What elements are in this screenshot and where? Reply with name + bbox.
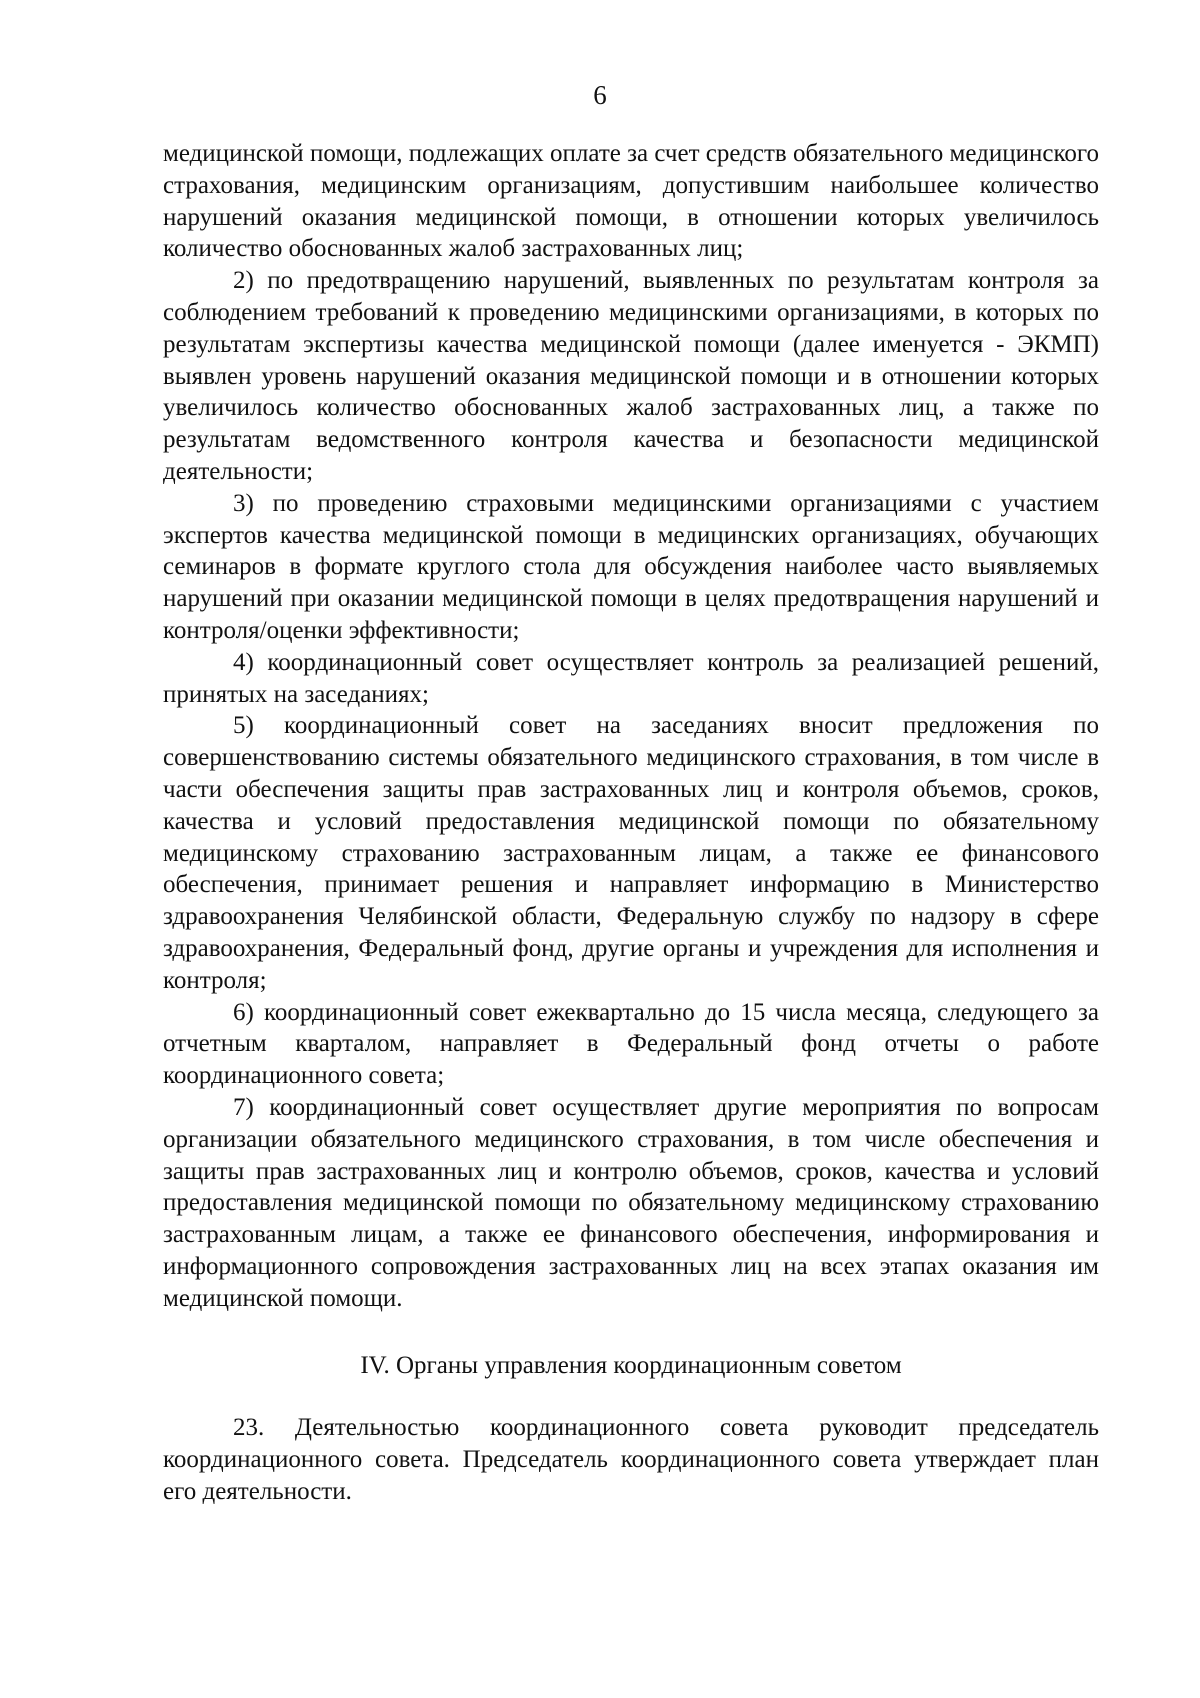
paragraph-item-2: 2) по предотвращению нарушений, выявленных по результатам контроля за соблюдением требований к проведению медицинскими организациями, в которых по результатам экспертизы качества медицинской помощи (далее именуется - ЭКМП) выявлен уровень нарушений оказания медицинской помощи и в отношении которых увеличилось количество обоснованных жалоб застрахованных лиц, а также по результатам ведомственного контроля качества и безопасности медицинской деятельности; (163, 267, 1099, 485)
document-body (163, 138, 1099, 1508)
page-number: 6 (593, 80, 607, 110)
paragraph-item-6: 6) координационный совет ежеквартально до 15 числа месяца, следующего за отчетным кварталом, направляет в Федеральный фонд отчеты о работе координационного совета; (163, 998, 1099, 1090)
paragraph-item-3: 3) по проведению страховыми медицинскими организациями с участием экспертов качества медицинской помощи в медицинских организациях, обучающих семинаров в формате круглого стола для обсуждения наиболее часто выявляемых нарушений при оказании медицинской помощи в целях предотвращения нарушений и контроля/оценки эффективности; (163, 489, 1099, 644)
paragraph-item-4: 4) координационный совет осуществляет контроль за реализацией решений, принятых на заседаниях; (163, 648, 1099, 708)
paragraph-continuation: медицинской помощи, подлежащих оплате за счет средств обязательного медицинского страхования, медицинским организациям, допустившим наибольшее количество нарушений оказания медицинской помощи, в отношении которых увеличилось количество обоснованных жалоб застрахованных лиц; (163, 140, 1099, 263)
paragraph-23: 23. Деятельностью координационного совета руководит председатель координационного совета. Председатель координационного совета утверждает план его деятельности. (163, 1414, 1099, 1506)
paragraph-item-7: 7) координационный совет осуществляет другие мероприятия по вопросам организации обязательного медицинского страхования, в том числе обеспечения и защиты прав застрахованных лиц и контролю объемов, сроков, качества и условий предоставления медицинской помощи по обязательному медицинскому страхованию застрахованным лицам, а также ее финансового обеспечения, информирования и информационного сопровождения застрахованных лиц на всех этапах оказания им медицинской помощи. (163, 1093, 1099, 1312)
section-heading: IV. Органы управления координационным советом (360, 1352, 902, 1380)
paragraph-item-5: 5) координационный совет на заседаниях вносит предложения по совершенствованию системы обязательного медицинского страхования, в том числе в части обеспечения защиты прав застрахованных лиц и контроля объемов, сроков, качества и условий предоставления медицинской помощи по обязательному медицинскому страхованию застрахованным лицам, а также ее финансового обеспечения, принимает решения и направляет информацию в Министерство здравоохранения Челябинской области, Федеральную службу по надзору в сфере здравоохранения, Федеральный фонд, другие органы и учреждения для исполнения и контроля; (163, 712, 1099, 994)
